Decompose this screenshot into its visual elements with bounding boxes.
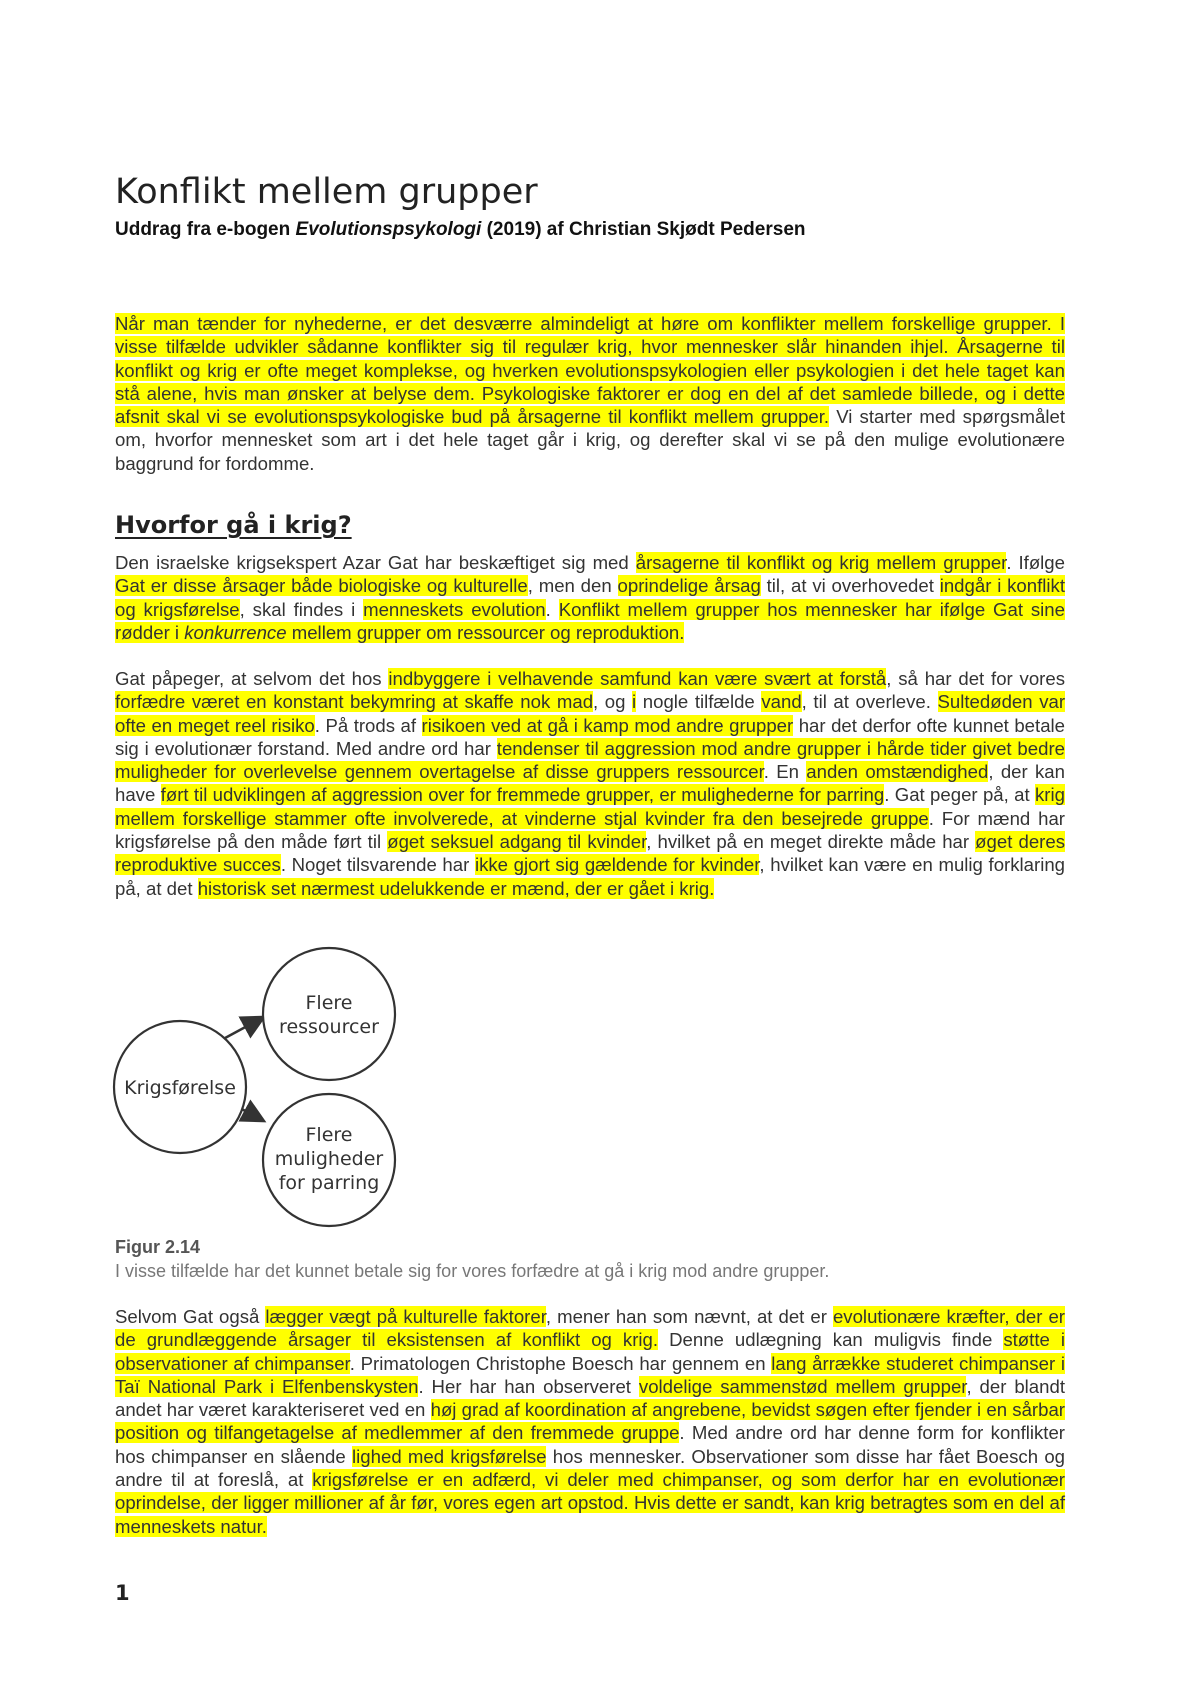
figure-diagram <box>110 944 410 1234</box>
text-run: . <box>545 598 559 620</box>
highlighted-text: ikke gjort sig gældende for kvinder <box>474 854 760 876</box>
highlighted-text: Når man tænder for nyhederne, er det desværre almindeligt at høre om konflikter mellem forskellige grupper. I visse tilfælde udvikler sådanne konflikter sig til regulær krig, hvor mennesker slår hinanden ihjel. Årsagerne til konflikt og krig er ofte meget komplekse, og hverken evolutionspsykologien eller psykologien i det hele taget kan stå alene, hvis man ønsker at belyse dem. Psykologiske faktorer er dog en del af det samlede billede, og i dette afsnit skal vi se evolutionspsykologiske bud på årsagerne til konflikt mellem grupper. <box>115 313 1065 428</box>
text-run: Gat påpeger, at selvom det hos <box>115 668 389 689</box>
figure-caption-text: I visse tilfælde har det kunnet betale sig for vores forfædre at gå i krig mod andre grupper. <box>115 1261 830 1281</box>
highlighted-text: øget seksuel adgang til kvinder <box>387 831 647 853</box>
text-run: nogle tilfælde <box>636 691 762 713</box>
highlighted-text: menneskets evolution <box>363 598 546 620</box>
page-number: 1 <box>115 1581 130 1605</box>
highlighted-text: tendenser til aggression mod andre grupper i hårde tider givet bedre muligheder for overlevelse gennem overtagelse af disse gruppers ressourcer <box>115 737 1065 783</box>
subtitle-prefix: Uddrag fra e-bogen <box>115 219 296 240</box>
text-run: , og <box>593 691 633 713</box>
body-paragraph-3 <box>115 1305 1065 1538</box>
highlighted-text: historisk set nærmest udelukkende er mænd, der er gået i krig. <box>197 877 715 899</box>
page-subtitle <box>115 217 806 243</box>
text-run: , der blandt andet har været karakteriseret ved en <box>115 1375 1065 1421</box>
text-run: , mener han som nævnt, at det er <box>545 1306 833 1327</box>
section-heading: Hvorfor gå i krig? <box>115 511 352 539</box>
highlighted-text: støtte i observationer af chimpanser <box>115 1329 1065 1374</box>
highlighted-text: lang årrække studeret chimpanser i Taï National Park i Elfenbenskysten <box>115 1352 1066 1397</box>
text-run: . Primatologen Christophe Boesch har gennem en <box>349 1352 772 1374</box>
node-resources-label-1: Flere <box>305 992 353 1014</box>
highlighted-text: øget deres reproduktive succes <box>115 831 1065 876</box>
node-resources <box>263 948 395 1080</box>
highlighted-text: Sultedøden var ofte en meget reel risiko <box>115 691 1066 736</box>
highlighted-text: mellem grupper om ressourcer og reproduktion. <box>286 621 685 643</box>
body-paragraph-2 <box>115 667 1065 900</box>
highlighted-text: krigsførelse er en adfærd, vi deler med chimpanser, og som derfor har en evolutionær oprindelse, der ligger millioner af år før, vores egen art opstod. Hvis dette er sandt, kan krig betragtes som en del af menneskets natur. <box>115 1469 1065 1537</box>
text-run: , til at overleve. <box>801 691 938 713</box>
highlighted-text: oprindelige årsag <box>617 575 761 597</box>
node-mating-label-3: for parring <box>278 1172 380 1194</box>
page-title: Konflikt mellem grupper <box>115 172 538 212</box>
subtitle-book-title: Evolutionspsykologi <box>295 219 482 240</box>
text-run: . Her har han observeret <box>418 1375 639 1397</box>
text-run: Vi starter med spørgsmålet om, hvorfor mennesket som art i det hele taget går i krig, og derefter skal vi se på den mulige evolutionære baggrund for fordomme. <box>115 406 1065 474</box>
text-run: . En <box>763 761 807 783</box>
text-run: Den israelske krigsekspert Azar Gat har beskæftiget sig med <box>115 552 636 573</box>
text-run: , skal findes i <box>239 598 364 620</box>
node-resources-label-2: ressourcer <box>279 1016 379 1038</box>
highlighted-text: krig mellem forskellige stammer ofte involverede, at vinderne stjal kvinder fra den besejrede gruppe <box>115 784 1065 829</box>
node-warfare-label: Krigsførelse <box>124 1077 236 1099</box>
text-run: , hvilket kan være en mulig forklaring på, at det <box>115 854 1066 899</box>
highlighted-text: voldelige sammenstød mellem grupper <box>638 1375 967 1397</box>
text-run: Denne udlægning kan muligvis finde <box>658 1329 1004 1351</box>
highlighted-text: høj grad af koordination af angrebene, bevidst søgen efter fjender i en sårbar position og tilfangetagelse af medlemmer af den fremmede gruppe <box>115 1399 1065 1444</box>
highlighted-text: forfædre været en konstant bekymring at skaffe nok mad <box>115 691 594 713</box>
highlighted-text: risikoen ved at gå i kamp mod andre grupper <box>421 714 794 736</box>
text-run: . Ifølge <box>1006 552 1065 573</box>
highlighted-text: indgår i konflikt og krigsførelse <box>115 575 1065 620</box>
highlighted-text: indbyggere i velhavende samfund kan være svært at forstå <box>388 668 887 689</box>
text-run: , der kan have <box>115 761 1065 806</box>
highlighted-text: Gat er disse årsager både biologiske og kulturelle <box>115 575 528 597</box>
body-paragraph-1 <box>115 551 1065 644</box>
intro-paragraph <box>115 312 1065 475</box>
text-run: , men den <box>527 575 618 597</box>
highlighted-text: i <box>632 691 637 713</box>
highlighted-text: Konflikt mellem grupper hos mennesker har ifølge Gat sine rødder i <box>115 598 1065 643</box>
subtitle-suffix: (2019) af Christian Skjødt Pedersen <box>481 219 806 240</box>
highlighted-text: lægger vægt på kulturelle faktorer <box>265 1306 546 1327</box>
highlighted-text: anden omstændighed <box>806 761 989 783</box>
text-run: har det derfor ofte kunnet betale sig i evolutionær forstand. Med andre ord har <box>115 714 1066 759</box>
text-run: . På trods af <box>314 714 422 736</box>
node-mating-label-2: muligheder <box>274 1148 384 1170</box>
highlighted-text: vand <box>761 691 802 713</box>
text-run: til, at vi overhovedet <box>760 575 940 597</box>
highlighted-text: konkurrence <box>184 621 287 643</box>
text-run: . Gat peger på, at <box>884 784 1035 806</box>
text-run: . Med andre ord har denne form for konflikter hos chimpanser en slående <box>115 1422 1065 1467</box>
text-run: . For mænd har krigsførelse på den måde ført til <box>115 807 1066 853</box>
highlighted-text: lighed med krigsførelse <box>352 1445 547 1467</box>
highlighted-text: evolutionære kræfter, der er de grundlæggende årsager til eksistensen af konflikt og krig. <box>115 1306 1065 1351</box>
text-run: , så har det for vores <box>886 668 1066 689</box>
text-run: , hvilket på en meget direkte måde har <box>646 831 976 853</box>
figure-caption-title: Figur 2.14 <box>115 1237 201 1257</box>
text-run: Selvom Gat også <box>115 1306 266 1327</box>
text-run: hos mennesker. Observationer som disse har fået Boesch og andre til at foreslå, at <box>115 1445 1066 1491</box>
highlighted-text: årsagerne til konflikt og krig mellem grupper <box>635 552 1007 573</box>
highlighted-text: ført til udviklingen af aggression over for fremmede grupper, er mulighederne for parring <box>160 784 885 806</box>
text-run: . Noget tilsvarende har <box>280 854 475 876</box>
node-mating-label-1: Flere <box>305 1124 353 1146</box>
